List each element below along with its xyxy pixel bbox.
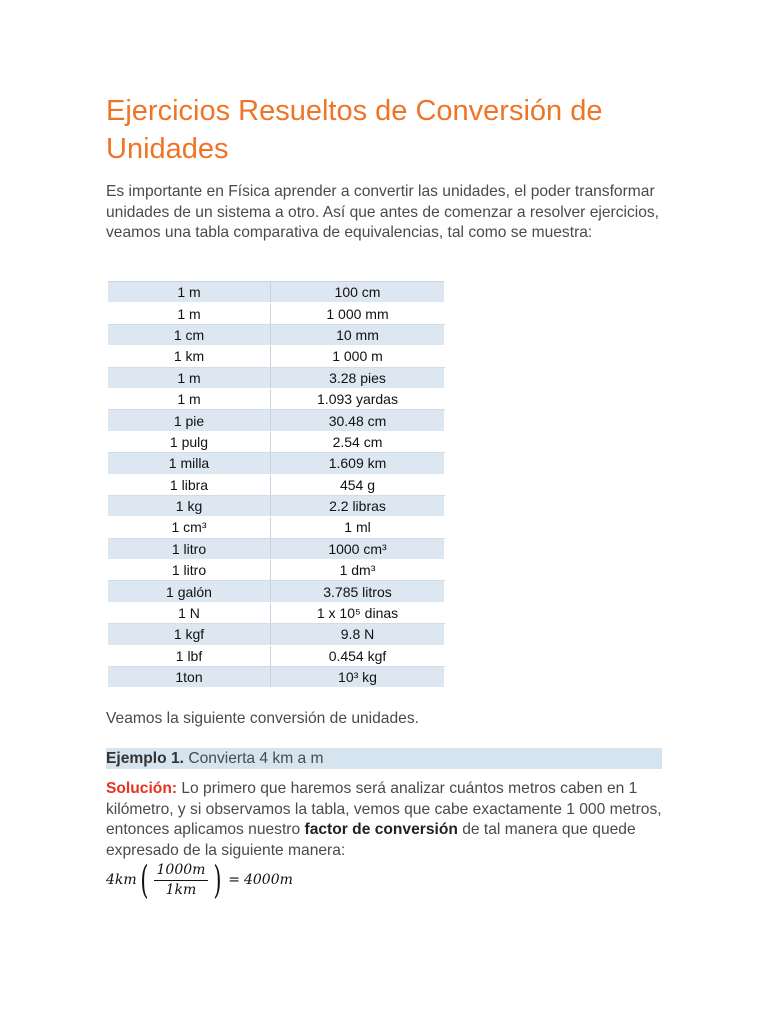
page-title: Ejercicios Resueltos de Conversión de Unidades [106, 95, 603, 165]
unit-cell: 1 km [108, 346, 271, 367]
equivalence-cell: 2.2 libras [271, 495, 445, 516]
equivalence-cell: 9.8 N [271, 624, 445, 645]
equivalence-cell: 30.48 cm [271, 410, 445, 431]
unit-cell: 1 cm³ [108, 517, 271, 538]
equivalence-cell: 2.54 cm [271, 431, 445, 452]
unit-cell: 1 m [108, 282, 271, 303]
unit-cell: 1 lbf [108, 645, 271, 666]
table-row [108, 388, 445, 409]
equivalence-cell: 1 ml [271, 517, 445, 538]
unit-cell: 1 litro [108, 560, 271, 581]
formula-lhs: 4km [106, 872, 137, 888]
equivalence-cell: 1.093 yardas [271, 388, 445, 409]
equivalence-cell: 10 mm [271, 324, 445, 345]
fraction-numerator: 1000m [154, 862, 209, 881]
right-paren-glyph: ) [213, 858, 222, 902]
table-row [108, 495, 445, 516]
fraction-denominator: 1km [165, 881, 197, 898]
table-row [108, 517, 445, 538]
unit-cell: 1 pie [108, 410, 271, 431]
unit-cell: 1 kgf [108, 624, 271, 645]
table-row [108, 410, 445, 431]
equivalence-cell: 10³ kg [271, 667, 445, 688]
unit-cell: 1 pulg [108, 431, 271, 452]
formula-equals: = [228, 872, 240, 888]
lead-paragraph: Veamos la siguiente conversión de unidades. [106, 710, 419, 727]
example-text: Convierta 4 km a m [184, 750, 324, 767]
intro-paragraph: Es importante en Física aprender a convertir las unidades, el poder transformar unidades de un sistema a otro. Así que antes de comenzar a resolver ejercicios, veamos una tabla comparativa de equivalencias, tal como se muestra: [106, 183, 660, 241]
unit-cell: 1 cm [108, 324, 271, 345]
conversion-fraction [154, 862, 209, 899]
equivalence-cell: 1000 cm³ [271, 538, 445, 559]
table-row [108, 645, 445, 666]
unit-cell: 1 m [108, 388, 271, 409]
equivalence-cell: 1 dm³ [271, 560, 445, 581]
table-row [108, 667, 445, 688]
equivalence-cell: 3.28 pies [271, 367, 445, 388]
table-row [108, 474, 445, 495]
table-row [108, 367, 445, 388]
equivalence-cell: 100 cm [271, 282, 445, 303]
unit-cell: 1 libra [108, 474, 271, 495]
conversion-formula [106, 855, 293, 905]
table-row [108, 282, 445, 303]
equivalence-cell: 1 000 mm [271, 303, 445, 324]
unit-cell: 1 N [108, 602, 271, 623]
table-row [108, 602, 445, 623]
unit-cell: 1 litro [108, 538, 271, 559]
unit-cell: 1ton [108, 667, 271, 688]
equivalence-table [108, 281, 445, 688]
equivalence-cell: 3.785 litros [271, 581, 445, 602]
example-heading [106, 748, 662, 769]
table-row [108, 346, 445, 367]
formula-rhs: 4000m [243, 872, 293, 888]
equivalence-cell: 454 g [271, 474, 445, 495]
unit-cell: 1 milla [108, 453, 271, 474]
equivalence-cell: 1 x 10⁵ dinas [271, 602, 445, 623]
left-paren-glyph: ( [140, 858, 149, 902]
table-row [108, 453, 445, 474]
unit-cell: 1 m [108, 367, 271, 388]
table-row [108, 324, 445, 345]
solution-label: Solución: [106, 780, 178, 797]
table-row [108, 538, 445, 559]
unit-cell: 1 m [108, 303, 271, 324]
table-row [108, 560, 445, 581]
table-row [108, 431, 445, 452]
unit-cell: 1 galón [108, 581, 271, 602]
table-row [108, 581, 445, 602]
solution-text-before: Lo primero que haremos será analizar cuántos metros caben en 1 kilómetro, y si observamos la tabla, vemos que cabe exactamente 1 000 metros, entonces aplicamos nuestro [106, 780, 662, 838]
solution-paragraph [106, 779, 666, 861]
equivalence-cell: 1.609 km [271, 453, 445, 474]
unit-cell: 1 kg [108, 495, 271, 516]
equivalence-cell: 1 000 m [271, 346, 445, 367]
solution-text-after: de tal manera que quede expresado de la siguiente manera: [106, 821, 636, 859]
example-label: Ejemplo 1. [106, 750, 184, 767]
table-row [108, 303, 445, 324]
equivalence-cell: 0.454 kgf [271, 645, 445, 666]
table-row [108, 624, 445, 645]
conversion-factor-term: factor de conversión [304, 821, 458, 838]
